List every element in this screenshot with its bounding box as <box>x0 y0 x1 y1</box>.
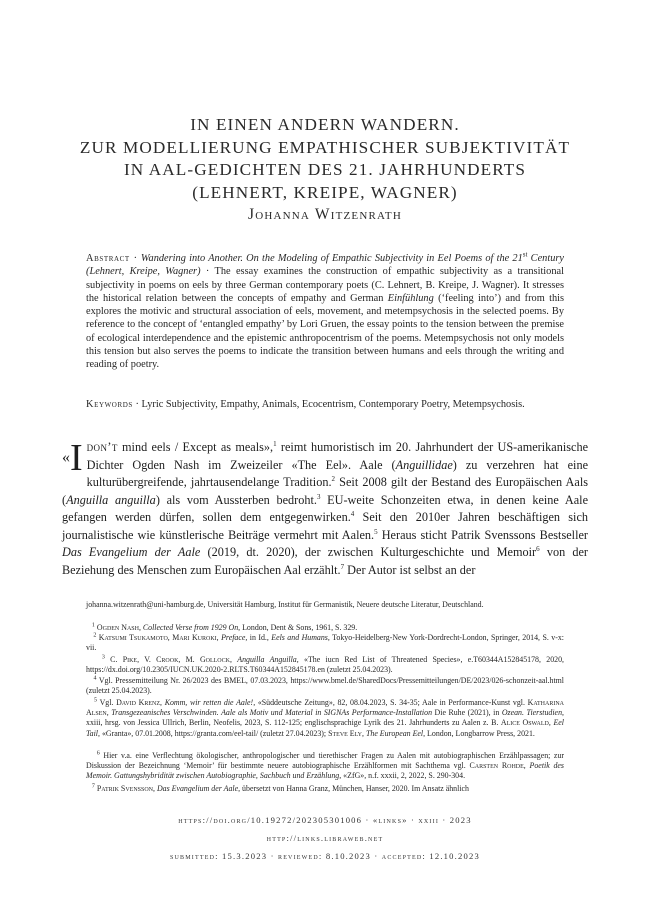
title-line: IN EINEN ANDERN WANDERN. <box>190 115 460 134</box>
abstract-text-cont: (‘feeling into’) and from this explores the motivic and structural association of eels, movement, and metempsychosis in the selected poems. By reference to the concept of ‘entangled empathy’ by Lori Gruen, the essay points to the tension between the premise of ecological interdependence and the epistemic anthropocentrism of the poems. Metempsychosis not only models this tension but also serves the poems to indicate the transition between humans and eels through the writing and reading of poetry. <box>86 292 565 370</box>
footnote-author: Katsumi Tsukamoto, Mari Kuroki, <box>98 633 219 642</box>
title-line: ZUR MODELLIERUNG EMPATHISCHER SUBJEKTIVITÄT <box>79 137 571 157</box>
abstract-label: Abstract · <box>86 253 138 264</box>
footnote-author: Carsten Rohde, <box>469 761 526 771</box>
footnote-author: Ogden Nash, <box>96 623 141 632</box>
footnote-title: Transgezeanisches Verschwinden. Aale als Motiv und Material in SIGNAs Performance-Installation <box>111 708 433 718</box>
footnote-author: David Krenz, <box>116 698 162 707</box>
body-sentence: von der Beziehung des Menschen zum Europäischen Aal erzählt. <box>62 545 589 577</box>
footnote-text: , übersetzt von Hanna Granz, München, Hanser, 2020. Im Ansatz ähnlich <box>238 784 469 793</box>
footnote-ref[interactable]: 1 <box>273 439 277 448</box>
footnote-ref[interactable]: 3 <box>316 492 321 501</box>
footnote-ref[interactable]: 6 <box>536 545 540 554</box>
body-italic: Anguillidae <box>395 457 453 472</box>
footnote-ref[interactable]: 5 <box>374 527 378 536</box>
footnote-title: Eels and Humans <box>271 633 328 642</box>
drop-cap-letter: I <box>70 437 83 479</box>
body-italic: Anguilla anguilla <box>66 492 156 507</box>
footnote-text: Vgl. Pressemitteilung Nr. 26/2023 des BMEL, 07.03.2023, https://www.bmel.de/SharedDocs/Pressemitteilungen/DE/2023/026-schonzeit-aal.html (zuletzt 25.04.2023). <box>86 676 564 696</box>
footnote-4 <box>86 676 564 696</box>
body-sentence: Seit 2008 gilt der Bestand des Europäischen Aals ( <box>62 475 589 507</box>
footnote-text: Vgl. <box>99 698 114 707</box>
quote-mark: « <box>62 449 70 466</box>
footnote-text: Die Ruhe (2021), in <box>434 708 500 718</box>
body-sentence: Der Autor ist selbst an der <box>347 562 476 577</box>
footnote-number: 1 <box>91 622 95 629</box>
article-title <box>40 114 610 204</box>
footnote-text: , xxiii, hrsg. von Jessica Ullrich, Berlin, Neofelis, 2023, S. 112-125; englischsprachige Lyrik des 21. Jahrhunderts zu Aalen z. B. <box>86 708 564 728</box>
footnote-2 <box>86 633 564 653</box>
footnote-author: Steve Ely, <box>328 728 364 738</box>
footnote-title: The European Eel <box>365 728 424 738</box>
abstract-title: Wandering into Another. On the Modeling of Empathic Subjectivity in Eel Poems of the 21 <box>140 253 523 264</box>
footnote-5 <box>86 698 564 739</box>
footnote-title: Ozean. Tierstudien <box>501 708 563 718</box>
footnote-7 <box>86 784 564 794</box>
drop-cap <box>62 437 83 479</box>
footnote-title: Komm, wir retten die Aale! <box>164 698 254 707</box>
keywords <box>86 398 564 411</box>
body-italic: Das Evangelium der Aale <box>62 545 201 560</box>
footnote-ref[interactable]: 2 <box>331 475 336 484</box>
abstract-text: · The essay examines the construction of empathic subjectivity as a transitional subjectivity in poems on eels by three German contemporary poets (C. Lehnert, B. Kreipe, J. Wagner). It stresses the historical relation between the concepts of empathy and German <box>86 266 564 304</box>
abstract <box>86 252 564 371</box>
footnote-text: , Tokyo-Heidelberg-New York-Dordrecht-London, Springer, 2014, S. v-x: vii. <box>86 633 564 653</box>
author-name: Johanna Witzenrath <box>247 206 402 223</box>
footnote-number: 6 <box>96 750 100 757</box>
body-sentence: reimt humoristisch im 20. Jahrhundert der US-amerikanische Dichter Ogden Nash im Zweizeiler «The Eel». Aale ( <box>86 440 589 472</box>
footnote-author: Alice Oswald, <box>500 718 551 728</box>
footnote-author: Katharina Alsen, <box>86 698 564 718</box>
abstract-einfuehlung: Einfühlung <box>387 292 434 304</box>
title-line: (LEHNERT, KREIPE, WAGNER) <box>192 182 458 202</box>
body-sentence: Heraus sticht Patrik Svenssons Bestseller <box>381 527 588 542</box>
footnote-number: 7 <box>91 783 95 790</box>
affiliation-text: johanna.witzenrath@uni-hamburg.de, Universität Hamburg, Institut für Germanistik, Neuere deutsche Literatur, Deutschland. <box>86 600 484 609</box>
footnote-1 <box>86 623 564 633</box>
footnote-title: Eel Tail <box>86 718 564 738</box>
footnote-text: Hier v.a. eine Verflechtung ökologischer, anthropologischer und tierethischer Fragen zu Aalen mit autobiographischen Erzählpassagen; zur Diskussion der Bezeichnung ‘Memoir’ für bestimmte neuere autobiographische Erzählformen mit Sachthema vgl. <box>86 751 565 771</box>
lead-word: don’t <box>86 440 118 454</box>
author-affiliation <box>86 600 564 610</box>
footnote-title: Preface <box>221 633 246 642</box>
footnote-title: Das Evangelium der Aale <box>156 784 239 793</box>
footnote-title: Anguilla Anguilla <box>237 655 297 664</box>
title-line: IN AAL-GEDICHTEN DES 21. JAHRHUNDERTS <box>123 160 527 179</box>
footnote-number: 3 <box>101 654 105 661</box>
footnote-title: Collected Verse from 1929 On <box>142 623 239 632</box>
body-sentence: EU-weite Schonzeiten etwa, in denen keine Aale gefangen werden dürfen, sollen dem entgegenwirken. <box>62 492 589 525</box>
footnote-text: , London, Longbarrow Press, 2021. <box>423 728 535 738</box>
footnote-text: , London, Dent & Sons, 1961, S. 329. <box>238 623 358 632</box>
footnote-text: , «Granta», 07.01.2008, https://granta.com/eel-tail/ (zuletzt 27.04.2023); <box>98 728 327 738</box>
footnote-text: , «ZfG», n.f. xxxii, 2, 2022, S. 290-304. <box>339 771 466 781</box>
body-sentence: ) als vom Aussterben bedroht. <box>155 492 317 507</box>
journal-url[interactable]: http://links.libraweb.net <box>266 833 384 843</box>
footnote-author: Patrik Svensson, <box>96 784 155 793</box>
footnote-number: 5 <box>94 697 98 704</box>
body-sentence: (2019, dt. 2020), der zwischen Kulturgeschichte und Memoir <box>207 545 537 560</box>
footnote-author: C. Pike, V. Crook, M. Gollock, <box>110 655 232 664</box>
footnote-text: , in Id., <box>245 633 269 642</box>
footnote-text: , «The iucn Red List of Threatened Species», e.T60344A152845178, 2020, https://dx.doi.org/10.2305/IUCN.UK.2020-2.RLTS.T60344A152845178.en (zuletzt 25.04.2023). <box>86 655 565 675</box>
footnote-number: 2 <box>93 632 97 639</box>
submission-dates: submitted: 15.3.2023 · reviewed: 8.10.2023 · accepted: 12.10.2023 <box>169 851 480 861</box>
keywords-label: Keywords <box>86 399 133 410</box>
body-sentence: Seit den 2010er Jahren beschäftigen sich journalistische wie künstlerische Beiträge vermehrt mit Aalen. <box>62 510 589 542</box>
footnote-ref[interactable]: 4 <box>350 510 355 519</box>
footnote-6 <box>86 751 564 782</box>
body-sentence: ) zu verzehren hat eine kulturübergreifende, jahrtausendelange Tradition. <box>86 457 589 490</box>
abstract-title-cont: Century (Lehnert, Kreipe, Wagner) <box>86 253 564 278</box>
footnote-3 <box>86 655 564 675</box>
abstract-title-sup: st <box>522 250 528 259</box>
footnote-number: 4 <box>93 675 97 682</box>
body-sentence: mind eels / Except as meals», <box>122 440 274 454</box>
footnote-text: , «Süddeutsche Zeitung», 82, 08.04.2023, S. 34-35; Aale in Performance-Kunst vgl. <box>253 698 525 707</box>
footnote-ref[interactable]: 7 <box>340 562 345 571</box>
footnote-title: Poetik des Memoir. Gattungshybridität zwischen Autobiographie, Sachbuch und Erzählung <box>86 761 564 781</box>
keywords-text: · Lyric Subjectivity, Empathy, Animals, Ecocentrism, Contemporary Poetry, Metempsychosis. <box>135 399 525 410</box>
body-text <box>62 439 588 579</box>
doi-link[interactable]: https://doi.org/10.19272/202305301006 · «links» · xxiii · 2023 <box>178 815 472 825</box>
